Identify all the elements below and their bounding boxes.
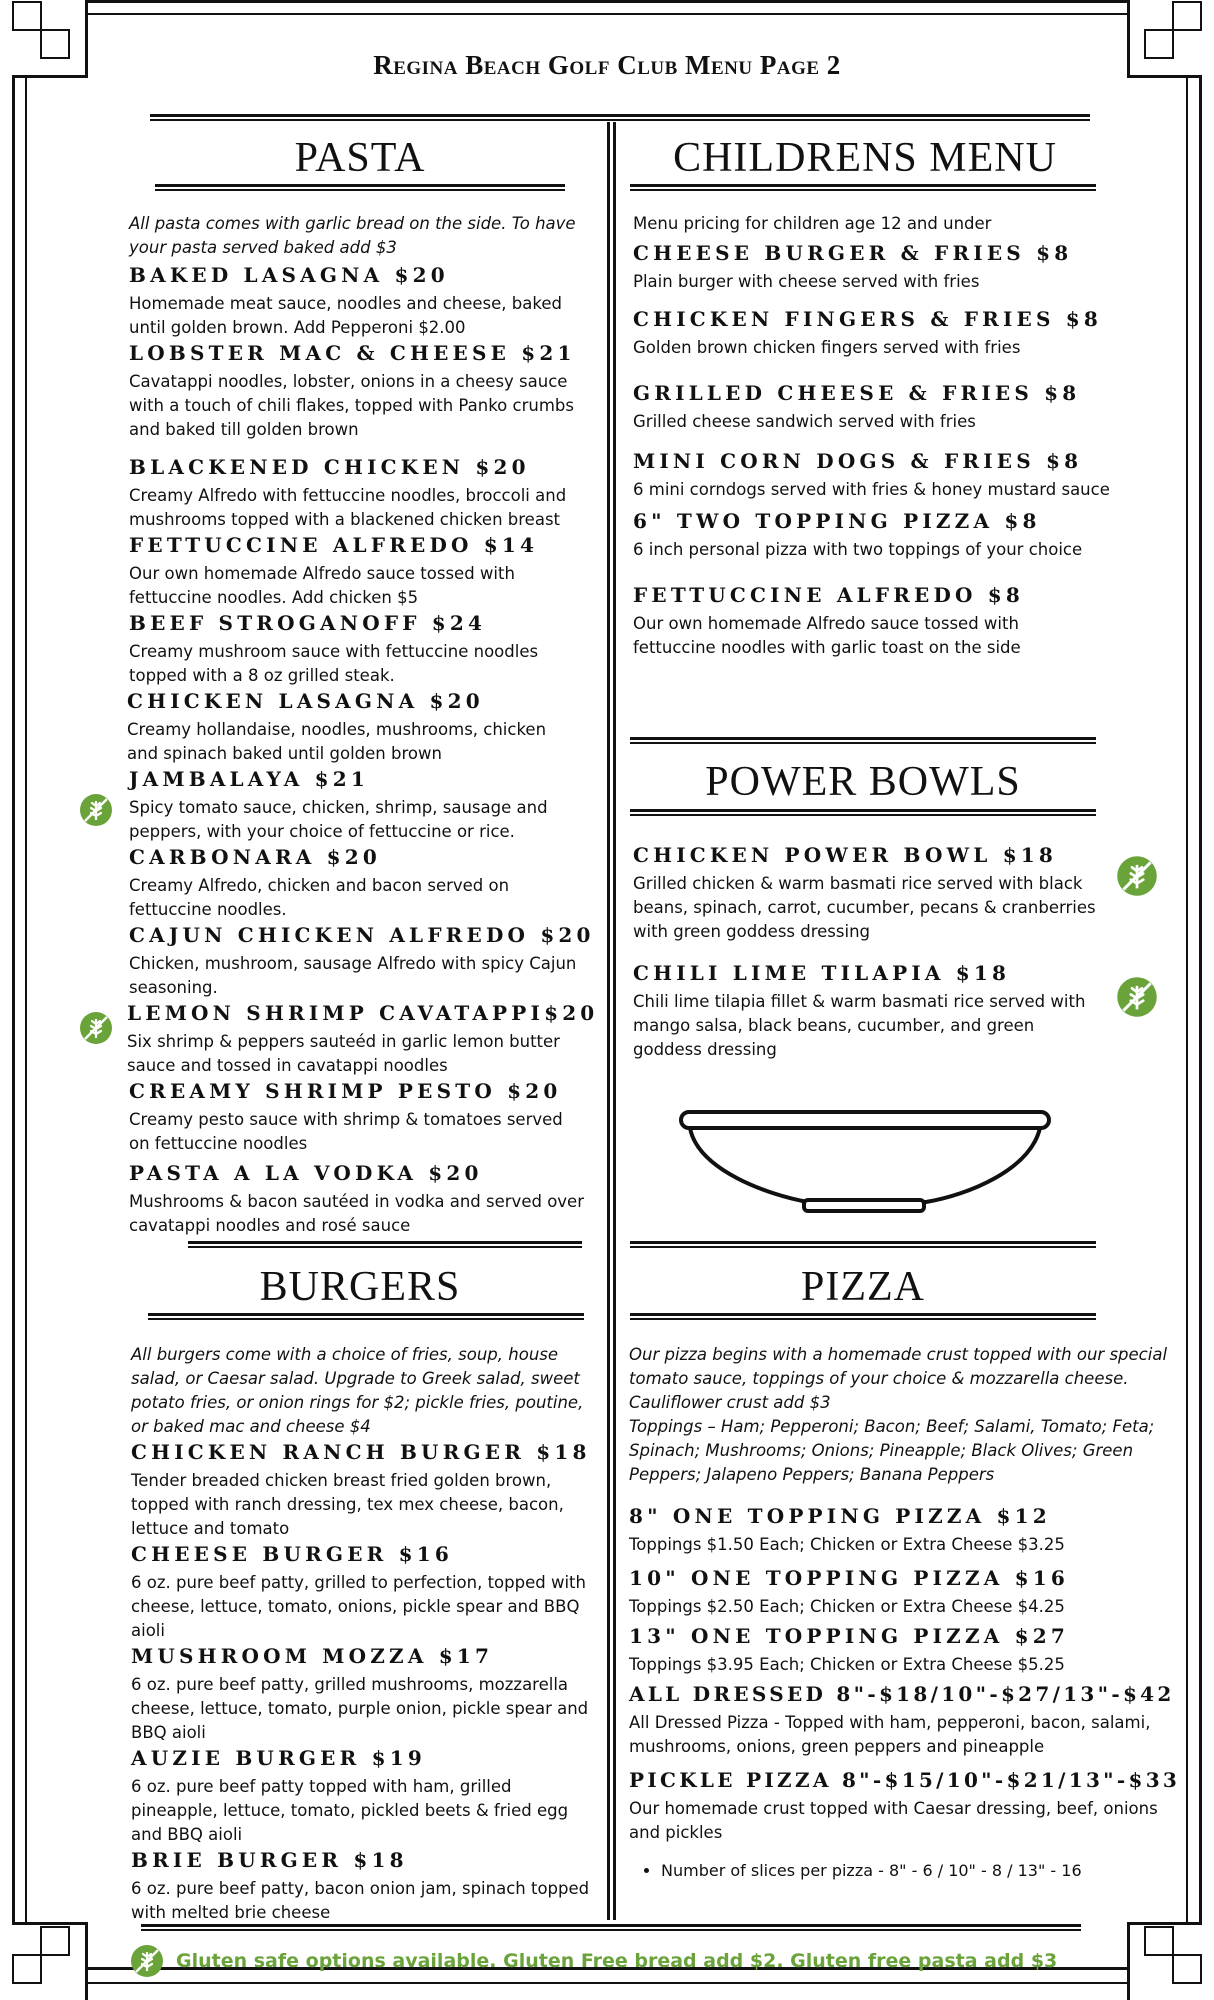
- item-name: CHILI LIME TILAPIA $18: [633, 961, 1011, 985]
- pasta-bottom-divider: [188, 1241, 582, 1248]
- item-name: CHICKEN POWER BOWL $18: [633, 843, 1058, 867]
- menu-item: [129, 532, 599, 610]
- item-desc: Six shrimp & peppers sauteéd in garlic lemon butter sauce and tossed in cavatappi noodles: [127, 1032, 560, 1075]
- item-name: 6" TWO TOPPING PIZZA $8: [633, 509, 1041, 533]
- menu-item: [129, 922, 599, 1000]
- menu-item: [129, 766, 599, 844]
- pasta-list: [129, 212, 599, 1238]
- menu-item: [129, 340, 599, 442]
- item-desc: 6 oz. pure beef patty, grilled mushrooms, mozzarella cheese, lettuce, tomato, purple onion, pickle spear and BBQ aioli: [131, 1675, 589, 1742]
- menu-item: [131, 1643, 601, 1745]
- pasta-intro: All pasta comes with garlic bread on the side. To have your pasta served baked add $3: [129, 214, 576, 257]
- gluten-free-wheat-icon: [1116, 855, 1158, 897]
- item-desc: Creamy pesto sauce with shrimp & tomatoes served on fettuccine noodles: [129, 1110, 563, 1153]
- gluten-free-wheat-icon: [1116, 976, 1158, 1018]
- frame-right-outer: [1199, 76, 1202, 1924]
- menu-item: [129, 1160, 599, 1238]
- childrens-title-divider: [630, 184, 1096, 191]
- menu-item: [629, 1503, 1184, 1557]
- frame-bottom-outer: [86, 1982, 1129, 1984]
- item-name: 13" ONE TOPPING PIZZA $27: [629, 1624, 1070, 1648]
- menu-item: [633, 380, 1113, 434]
- item-name: GRILLED CHEESE & FRIES $8: [633, 381, 1081, 405]
- frame-right-inner: [1186, 76, 1188, 1924]
- item-name: BEEF STROGANOFF $24: [129, 611, 487, 635]
- menu-item: [127, 1000, 599, 1078]
- item-desc: Tender breaded chicken breast fried golden brown, topped with ranch dressing, tex mex cheese, bacon, lettuce and tomato: [131, 1471, 564, 1538]
- menu-item: [633, 306, 1113, 360]
- menu-item: [131, 1541, 601, 1643]
- item-name: CAJUN CHICKEN ALFREDO $20: [129, 923, 595, 947]
- item-name: CHICKEN FINGERS & FRIES $8: [633, 307, 1103, 331]
- item-desc: Mushrooms & bacon sautéed in vodka and served over cavatappi noodles and rosé sauce: [129, 1192, 584, 1235]
- item-name: MUSHROOM MOZZA $17: [131, 1644, 494, 1668]
- item-desc: 6 inch personal pizza with two toppings of your choice: [633, 540, 1083, 559]
- burgers-intro: All burgers come with a choice of fries, soup, house salad, or Caesar salad. Upgrade to Greek salad, sweet potato fries, or onion rings for $2; pickle fries, poutine, or baked mac and cheese $4: [131, 1345, 584, 1436]
- item-name: BRIE BURGER $18: [131, 1848, 408, 1872]
- item-name: PICKLE PIZZA 8"-$15/10"-$21/13"-$33: [629, 1768, 1181, 1792]
- page-title: Regina Beach Golf Club Menu Page 2: [373, 50, 841, 80]
- item-name: FETTUCCINE ALFREDO $14: [129, 533, 539, 557]
- item-name: CHEESE BURGER $16: [131, 1542, 453, 1566]
- item-name: BLACKENED CHICKEN $20: [129, 455, 530, 479]
- menu-item: [629, 1767, 1184, 1845]
- item-name: CARBONARA $20: [129, 845, 382, 869]
- item-desc: All Dressed Pizza - Topped with ham, pepperoni, bacon, salami, mushrooms, onions, green peppers and pineapple: [629, 1713, 1151, 1756]
- section-title-childrens: CHILDRENS MENU: [673, 135, 1057, 181]
- pizza-title-divider: [630, 1313, 1096, 1320]
- bowl-illustration: [678, 1100, 1056, 1220]
- gluten-footer-text: Gluten safe options available. Gluten Free bread add $2. Gluten free pasta add $3: [176, 1950, 1058, 1972]
- item-name: FETTUCCINE ALFREDO $8: [633, 583, 1025, 607]
- menu-item: [129, 262, 599, 340]
- item-name: BAKED LASAGNA $20: [129, 263, 449, 287]
- item-name: AUZIE BURGER $19: [131, 1746, 426, 1770]
- pizza-list: [629, 1343, 1184, 1883]
- item-desc: Grilled cheese sandwich served with fries: [633, 412, 976, 431]
- menu-item: [131, 1847, 601, 1925]
- item-name: LEMON SHRIMP CAVATAPPI$20: [127, 1001, 599, 1025]
- item-desc: Plain burger with cheese served with fries: [633, 272, 980, 291]
- item-name: CHEESE BURGER & FRIES $8: [633, 241, 1073, 265]
- power-bowls-title-divider: [630, 809, 1096, 816]
- item-desc: Our own homemade Alfredo sauce tossed with fettuccine noodles with garlic toast on the side: [633, 614, 1021, 657]
- item-desc: Grilled chicken & warm basmati rice served with black beans, spinach, carrot, cucumber, pecans & cranberries with green goddess dressing: [633, 874, 1096, 941]
- menu-item: [129, 1078, 599, 1156]
- gluten-footer: [130, 1944, 1057, 1978]
- menu-item: [633, 508, 1113, 562]
- menu-item: [629, 1565, 1184, 1619]
- section-title-burgers: BURGERS: [259, 1264, 461, 1310]
- menu-item: [633, 842, 1103, 944]
- item-desc: Toppings $1.50 Each; Chicken or Extra Cheese $3.25: [629, 1535, 1065, 1554]
- item-name: 8" ONE TOPPING PIZZA $12: [629, 1504, 1051, 1528]
- pizza-intro: Our pizza begins with a homemade crust topped with our special tomato sauce, toppings of your choice & mozzarella cheese. Cauliflower crust add $3: [629, 1345, 1168, 1412]
- item-name: CHICKEN LASAGNA $20: [127, 689, 484, 713]
- header-divider: [150, 114, 1090, 121]
- gluten-free-wheat-icon: [79, 1011, 113, 1045]
- frame-top-inner: [86, 13, 1129, 15]
- frame-left-outer: [12, 76, 15, 1924]
- item-desc: Creamy Alfredo with fettuccine noodles, broccoli and mushrooms topped with a blackened chicken breast: [129, 486, 567, 529]
- menu-item: [633, 582, 1113, 660]
- childrens-list: [633, 212, 1113, 660]
- menu-item: [131, 1439, 601, 1541]
- burgers-title-divider: [148, 1313, 584, 1320]
- item-desc: 6 oz. pure beef patty, bacon onion jam, spinach topped with melted brie cheese: [131, 1879, 590, 1922]
- item-desc: 6 mini corndogs served with fries & honey mustard sauce: [633, 480, 1110, 499]
- item-name: JAMBALAYA $21: [129, 767, 369, 791]
- frame-top-outer: [86, 0, 1129, 3]
- item-desc: Toppings $3.95 Each; Chicken or Extra Cheese $5.25: [629, 1655, 1065, 1674]
- burgers-list: [131, 1343, 601, 1925]
- menu-item: [129, 844, 599, 922]
- menu-item: [633, 448, 1113, 502]
- gluten-free-wheat-icon: [79, 793, 113, 827]
- pasta-title-divider: [155, 184, 565, 191]
- item-desc: Toppings $2.50 Each; Chicken or Extra Cheese $4.25: [629, 1597, 1065, 1616]
- item-desc: Creamy Alfredo, chicken and bacon served on fettuccine noodles.: [129, 876, 510, 919]
- item-desc: Homemade meat sauce, noodles and cheese, baked until golden brown. Add Pepperoni $2.00: [129, 294, 562, 337]
- menu-item: [633, 240, 1113, 294]
- item-name: 10" ONE TOPPING PIZZA $16: [629, 1566, 1070, 1590]
- item-name: CHICKEN RANCH BURGER $18: [131, 1440, 591, 1464]
- section-title-pizza: PIZZA: [801, 1264, 925, 1310]
- pizza-note: • Number of slices per pizza - 8" - 6 / 10" - 8 / 13" - 16: [661, 1859, 1184, 1883]
- menu-item: [129, 610, 599, 688]
- item-name: CREAMY SHRIMP PESTO $20: [129, 1079, 562, 1103]
- item-desc: 6 oz. pure beef patty, grilled to perfection, topped with cheese, lettuce, tomato, onions, pickle spear and BBQ aioli: [131, 1573, 586, 1640]
- item-name: LOBSTER MAC & CHEESE $21: [129, 341, 576, 365]
- item-desc: Chili lime tilapia fillet & warm basmati rice served with mango salsa, black beans, cucumber, and green goddess dressing: [633, 992, 1086, 1059]
- menu-item: [633, 960, 1103, 1062]
- item-name: ALL DRESSED 8"-$18/10"-$27/13"-$42: [629, 1682, 1175, 1706]
- pizza-notes: [629, 1859, 1184, 1883]
- column-divider: [607, 122, 616, 1920]
- item-name: MINI CORN DOGS & FRIES $8: [633, 449, 1083, 473]
- item-desc: Our own homemade Alfredo sauce tossed with fettuccine noodles. Add chicken $5: [129, 564, 515, 607]
- menu-item: [129, 454, 599, 532]
- childrens-intro: Menu pricing for children age 12 and under: [633, 214, 992, 233]
- menu-item: [629, 1623, 1184, 1677]
- item-desc: Cavatappi noodles, lobster, onions in a cheesy sauce with a touch of chili flakes, topped with Panko crumbs and baked till golden brown: [129, 372, 574, 439]
- item-name: PASTA A LA VODKA $20: [129, 1161, 483, 1185]
- power-bowls-bottom-divider: [630, 1241, 1096, 1248]
- frame-left-inner: [25, 76, 27, 1924]
- item-desc: Golden brown chicken fingers served with fries: [633, 338, 1021, 357]
- menu-item: [131, 1745, 601, 1847]
- item-desc: Spicy tomato sauce, chicken, shrimp, sausage and peppers, with your choice of fettuccine or rice.: [129, 798, 548, 841]
- childrens-bottom-divider: [630, 737, 1096, 744]
- section-title-power-bowls: POWER BOWLS: [705, 759, 1021, 805]
- menu-item: [127, 688, 599, 766]
- item-desc: Creamy hollandaise, noodles, mushrooms, chicken and spinach baked until golden brown: [127, 720, 547, 763]
- item-desc: Creamy mushroom sauce with fettuccine noodles topped with a 8 oz grilled steak.: [129, 642, 539, 685]
- pizza-toppings: Toppings – Ham; Pepperoni; Bacon; Beef; Salami, Tomato; Feta; Spinach; Mushrooms; Onions; Pineapple; Black Olives; Green Peppers; Jalapeno Peppers; Banana Peppers: [629, 1417, 1155, 1484]
- footer-divider: [141, 1924, 1081, 1931]
- gluten-free-wheat-icon: [130, 1944, 164, 1978]
- item-desc: 6 oz. pure beef patty topped with ham, grilled pineapple, lettuce, tomato, pickled beets & fried egg and BBQ aioli: [131, 1777, 569, 1844]
- item-desc: Chicken, mushroom, sausage Alfredo with spicy Cajun seasoning.: [129, 954, 577, 997]
- menu-item: [629, 1681, 1184, 1759]
- item-desc: Our homemade crust topped with Caesar dressing, beef, onions and pickles: [629, 1799, 1158, 1842]
- power-bowls-list: [633, 842, 1103, 1062]
- section-title-pasta: PASTA: [294, 135, 426, 181]
